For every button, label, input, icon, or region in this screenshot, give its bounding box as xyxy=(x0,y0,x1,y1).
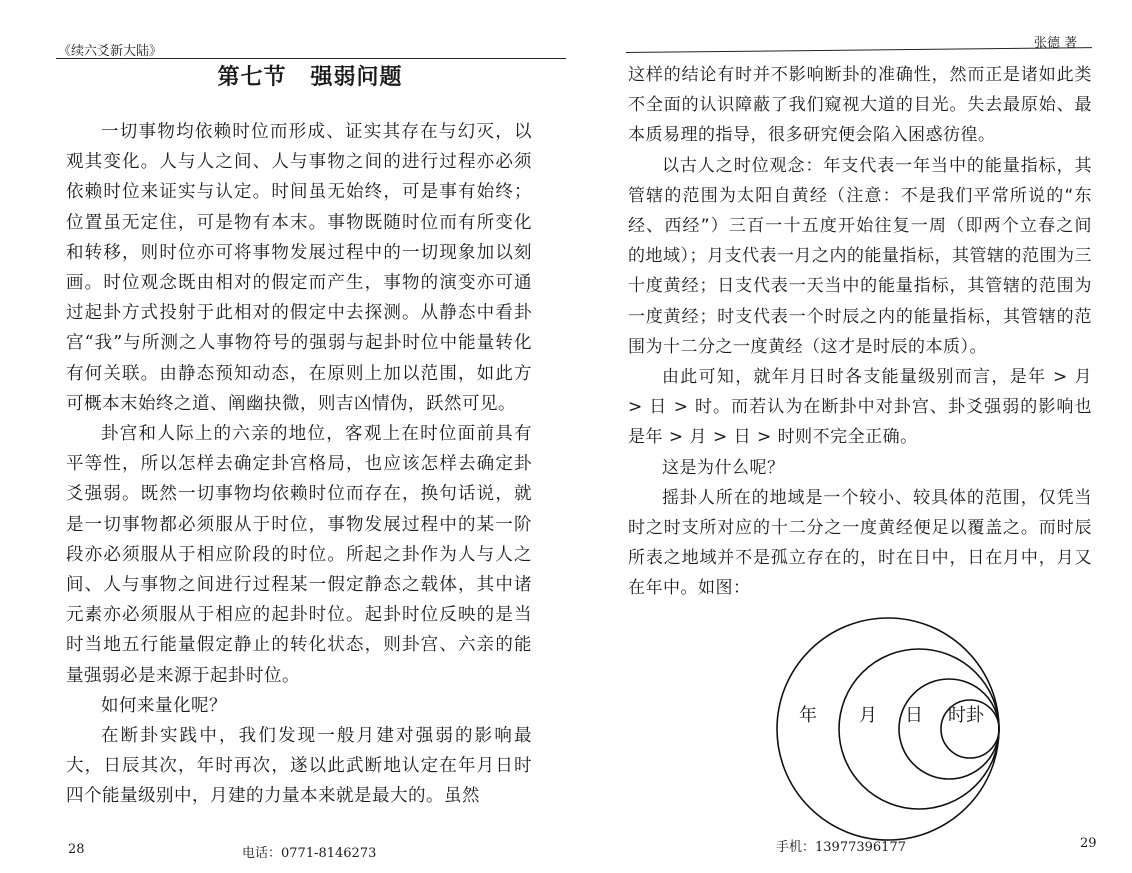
right-page xyxy=(566,0,1132,873)
section-title xyxy=(150,60,470,91)
page-number: 28 xyxy=(68,842,85,857)
day-circle xyxy=(899,679,999,779)
paragraph-continued: 这样的结论有时并不影响断卦的准确性，然而正是诸如此类不全面的认识障蔽了我们窥视大道的目光。失去最原始、最本质易理的指导，很多研究便会陷入困惑彷徨。 xyxy=(628,65,1092,146)
paragraph: 卦宫和人际上的六亲的地位，客观上在时位面前具有平等性，所以怎样去确定卦宫格局，也应该怎样去确定卦爻强弱。既然一切事物均依赖时位而存在，换句话说，就是一切事物都必须服从于时位，事物发展过程中的某一阶段亦必须服从于相应阶段的时位。所起之卦作为人与人之间、人与事物之间进行过程某一假定静态之载体，其中诸元素亦必须服从于相应的起卦时位。起卦时位反映的是当时当地五行能量假定静止的转化状态，则卦宫、六亲的能量强弱必是来源于起卦时位。 xyxy=(66,424,532,686)
hour-label: 时卦 xyxy=(948,705,984,726)
running-head-book-title: 《续六爻新大陆》 xyxy=(58,44,163,59)
month-label: 月 xyxy=(859,705,877,726)
paragraph: 一切事物均依赖时位而形成、证实其存在与幻灭，以观其变化。人与人之间、人与事物之间的进行过程亦必须依赖时位来证实与认定。时间虽无始终，可是事有始终；位置虽无定住，可是物有本末。事物既随时位而有所变化和转移，则时位亦可将事物发展过程中的一切现象加以刻画。时位观念既由相对的假定而产生，事物的演变亦可通过起卦方式投射于此相对的假定中去探测。从静态中看卦宫“我”与所测之人事物符号的强弱与起卦时位中能量转化有何关联。由静态预知动态，在原则上加以范围，如此方可概本末始终之道、阐幽抉微，则吉凶情伪，跃然可见。 xyxy=(66,122,532,414)
paragraph: 这是为什么呢？ xyxy=(662,457,785,478)
paragraph: 由此可知，就年月日时各支能量级别而言，是年 > 月 > 日 > 时。而若认为在断卦中对卦宫、卦爻强弱的影响也是年 > 月 > 日 > 时则不完全正确。 xyxy=(628,367,1092,448)
header-rule xyxy=(626,47,1092,53)
page-number: 29 xyxy=(1080,836,1097,851)
paragraph: 摇卦人所在的地域是一个较小、较具体的范围，仅凭当时之时支所对应的十二分之一度黄经便足以覆盖之。而时辰所表之地域并不是孤立存在的，时在日中，日在月中，月又在年中。如图： xyxy=(628,487,1092,599)
left-body-text xyxy=(66,117,532,812)
year-label: 年 xyxy=(799,705,817,726)
right-body-text xyxy=(628,60,1092,604)
nested-circles-diagram xyxy=(772,615,1004,845)
mobile-line: 手机：13977396177 xyxy=(776,840,906,855)
running-head-author: 张德 著 xyxy=(1034,36,1078,51)
phone-line: 电话：0771-8146273 xyxy=(242,846,377,861)
month-circle xyxy=(839,649,999,809)
day-label: 日 xyxy=(905,705,923,726)
paragraph: 以古人之时位观念：年支代表一年当中的能量指标，其管辖的范围为太阳自黄经（注意：不是我们平常所说的“东经、西经”）三百一十五度开始往复一周（即两个立春之间的地域）；月支代表一月之内的能量指标，其管辖的范围为三十度黄经；日支代表一天当中的能量指标，其管辖的范围为一度黄经；时支代表一个时辰之内的能量指标，其管辖的范围为十二分之一度黄经（这才是时辰的本质）。 xyxy=(628,155,1092,357)
header-rule xyxy=(56,58,566,59)
year-circle xyxy=(777,618,999,840)
section-number: 第七节 xyxy=(217,65,287,90)
paragraph: 如何来量化呢？ xyxy=(101,695,227,716)
paragraph: 在断卦实践中，我们发现一般月建对强弱的影响最大，日辰其次，年时再次，遂以此武断地认定在年月日时四个能量级别中，月建的力量本来就是最大的。虽然 xyxy=(66,726,532,807)
section-heading: 强弱问题 xyxy=(310,65,403,90)
